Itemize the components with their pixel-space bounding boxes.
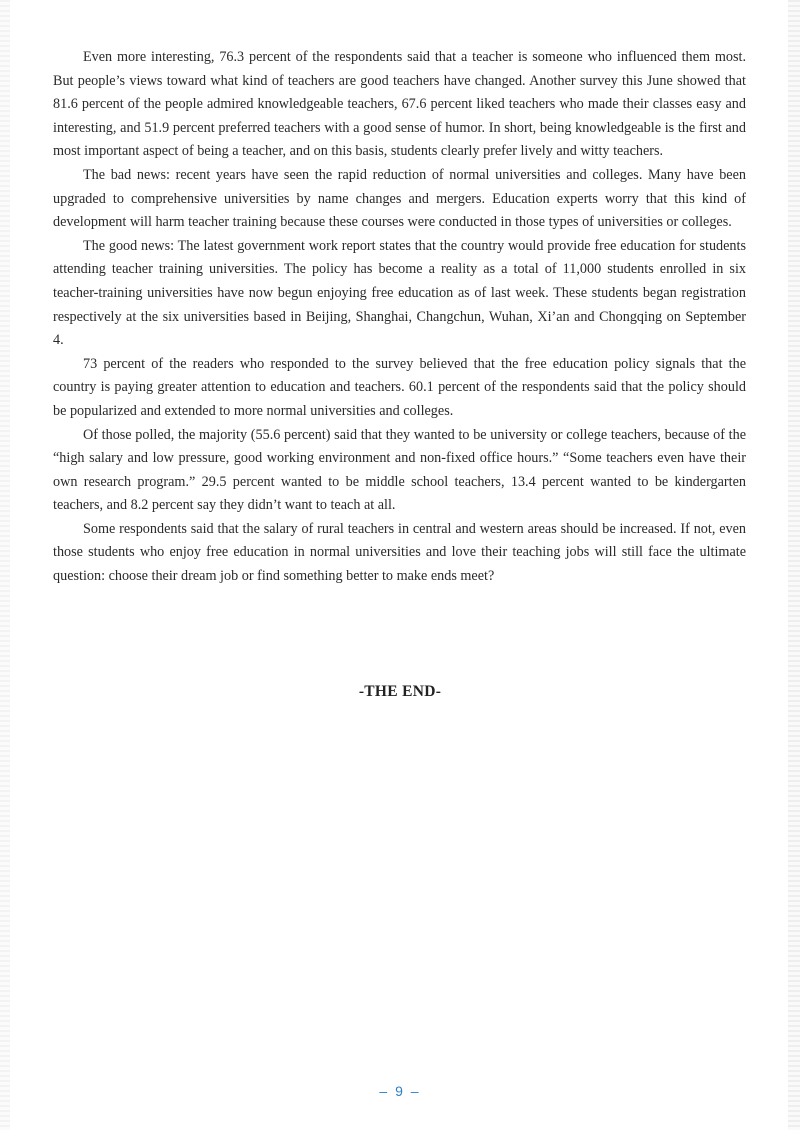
scanned-page-edge-right: [788, 0, 800, 1130]
page-number: – 9 –: [379, 1083, 421, 1099]
paragraph-rural-salary: Some respondents said that the salary of rural teachers in central and western areas should be increased. If not, even those students who enjoy free education in normal universities and love their teaching jobs will still face the ultimate question: choose their dream job or find something better to make ends meet?: [53, 520, 746, 585]
paragraph-career-preferences: Of those polled, the majority (55.6 percent) said that they wanted to be university or college teachers, because of the “high salary and low pressure, good working environment and non-fixed office hours.” “Some teachers even have their own research program.” 29.5 percent wanted to be middle school teachers, 13.4 percent wanted to be kindergarten teachers, and 8.2 percent say they didn’t want to teach at all.: [53, 426, 746, 514]
scanned-page-edge-left: [0, 0, 10, 1130]
paragraph-good-news: The good news: The latest government work report states that the country would provide free education for students attending teacher training universities. The policy has become a reality as a total of 11,000 students enrolled in six teacher-training universities have now begun enjoying free education as of last week. These students began registration respectively at the six universities based in Beijing, Shanghai, Changchun, Wuhan, Xi’an and Chongqing on September 4.: [53, 237, 746, 349]
paragraph-policy-opinion: 73 percent of the readers who responded to the survey believed that the free education policy signals that the country is paying greater attention to education and teachers. 60.1 percent of the respondents said that the policy should be popularized and extended to more normal universities and colleges.: [53, 355, 746, 419]
paragraph-survey-results: Even more interesting, 76.3 percent of the respondents said that a teacher is someone who influenced them most. But people’s views toward what kind of teachers are good teachers have changed. Another survey this June showed that 81.6 percent of the people admired knowledgeable teachers, 67.6 percent liked teachers who made their classes easy and interesting, and 51.9 percent preferred teachers with a good sense of humor. In short, being knowledgeable is the first and most important aspect of being a teacher, and on this basis, students clearly prefer lively and witty teachers.: [53, 49, 746, 160]
paragraph-bad-news: The bad news: recent years have seen the rapid reduction of normal universities and colleges. Many have been upgraded to comprehensive universities by name changes and mergers. Education experts worry that this kind of development will harm teacher training because these courses were conducted in those types of universities or colleges.: [53, 166, 746, 231]
end-marker: -THE END-: [358, 683, 442, 700]
article-body: [53, 46, 746, 589]
